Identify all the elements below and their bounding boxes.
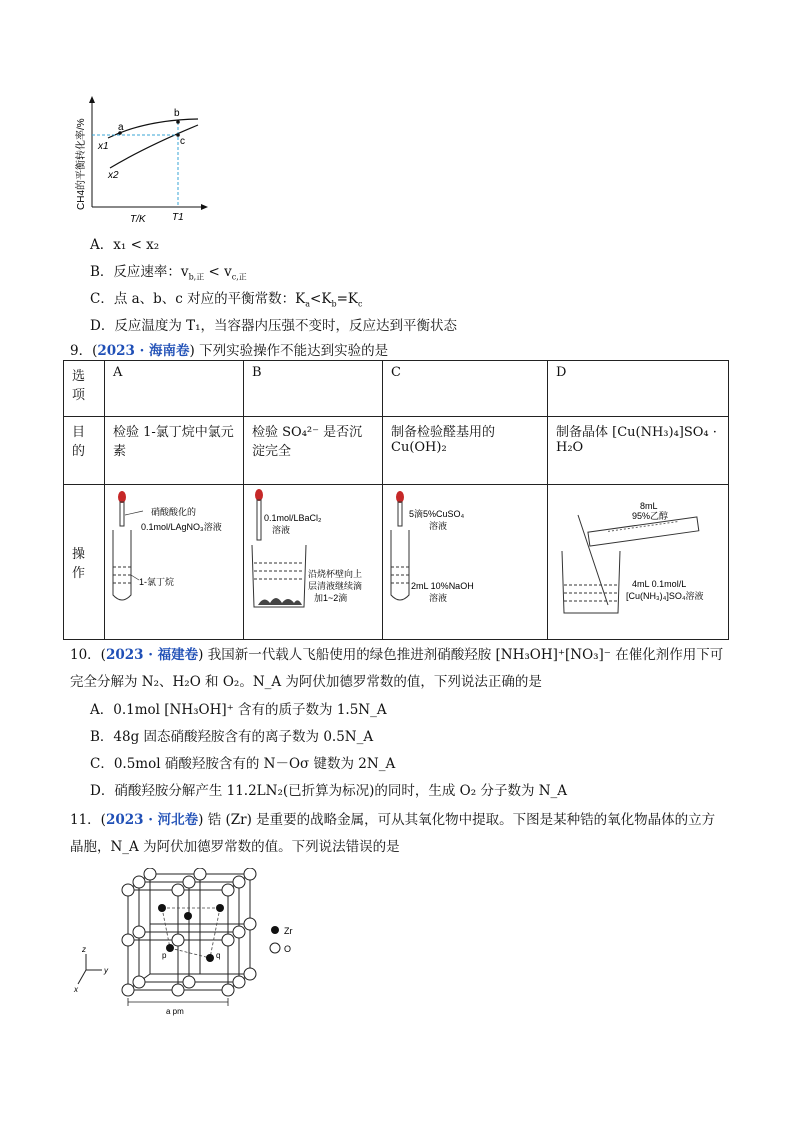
svg-text:1-氯丁烷: 1-氯丁烷 <box>139 577 175 587</box>
beaker-d-diagram <box>548 485 728 635</box>
svg-text:0.1mol/LAgNO₃溶液: 0.1mol/LAgNO₃溶液 <box>141 522 222 532</box>
experiment-table <box>63 360 729 640</box>
label-c: c <box>180 136 185 147</box>
equilibrium-conversion-graph <box>70 92 210 232</box>
purpose-d: 制备晶体 [Cu(NH₃)₄]SO₄ · H₂O <box>548 417 729 485</box>
beaker-b-diagram <box>244 485 382 635</box>
svg-text:层清液继续滴: 层清液继续滴 <box>308 581 363 591</box>
svg-text:95%乙醇: 95%乙醇 <box>632 511 669 521</box>
q8-option-d: D．反应温度为 T₁，当容器内压强不变时，反应达到平衡状态 <box>90 318 458 334</box>
svg-text:x: x <box>74 985 78 994</box>
q11-stem-line1: 11．(2023 · 河北卷) 锆 (Zr) 是重要的战略金属，可从其氧化物中提取。下图是某种锆的氧化物晶体的立方 <box>70 812 716 828</box>
header-option: 选项 <box>64 361 105 417</box>
point-q: q <box>216 951 221 960</box>
header-b: B <box>244 361 383 417</box>
label-x1: x1 <box>98 141 109 152</box>
q8-option-a: A．x₁ < x₂ <box>90 237 160 253</box>
q10-option-b: B．48g 固态硝酸羟胺含有的离子数为 0.5N_A <box>90 729 374 745</box>
operation-b <box>244 485 383 640</box>
svg-text:4mL 0.1mol/L: 4mL 0.1mol/L <box>632 579 687 589</box>
header-c: C <box>383 361 548 417</box>
svg-text:2mL 10%NaOH: 2mL 10%NaOH <box>411 581 474 591</box>
svg-text:[Cu(NH₃)₄]SO₄溶液: [Cu(NH₃)₄]SO₄溶液 <box>626 591 704 601</box>
label-b: b <box>174 108 180 119</box>
svg-text:沿烧杯壁向上: 沿烧杯壁向上 <box>308 569 363 579</box>
test-tube-a-diagram <box>105 485 243 635</box>
q11-stem-line2: 晶胞，N_A 为阿伏加德罗常数的值。下列说法错误的是 <box>70 839 400 855</box>
y-axis-label: CH4的平衡转化率/% <box>76 118 87 210</box>
cell-dimension: a pm <box>166 1007 184 1016</box>
q10-option-c: C．0.5mol 硝酸羟胺含有的 N－Oσ 键数为 2N_A <box>90 756 396 772</box>
operation-label: 操作 <box>64 485 105 640</box>
t1-label: T1 <box>172 212 184 223</box>
svg-text:溶液: 溶液 <box>429 593 448 603</box>
q8-option-c: C．点 a、b、c 对应的平衡常数：$K_a<K_b=K_c$ <box>90 291 363 309</box>
purpose-a: 检验 1-氯丁烷中氯元素 <box>105 417 244 485</box>
svg-text:硝酸酸化的: 硝酸酸化的 <box>151 507 197 517</box>
purpose-label: 目的 <box>64 417 105 485</box>
zirconia-unit-cell-diagram <box>70 868 310 1018</box>
point-b <box>176 120 180 124</box>
svg-text:y: y <box>104 966 108 975</box>
operation-a <box>105 485 244 640</box>
legend-zr: Zr <box>284 926 293 936</box>
q10-stem-line2: 完全分解为 N₂、H₂O 和 O₂。N_A 为阿伏加德罗常数的值，下列说法正确的是 <box>70 674 542 690</box>
legend-o: O <box>284 944 292 954</box>
operation-c <box>383 485 548 640</box>
svg-text:0.1mol/LBaCl₂: 0.1mol/LBaCl₂ <box>264 513 322 523</box>
operation-d <box>548 485 729 640</box>
q10-option-a: A．0.1mol [NH₃OH]⁺ 含有的质子数为 1.5N_A <box>90 702 387 718</box>
header-a: A <box>105 361 244 417</box>
test-tube-c-diagram <box>383 485 547 635</box>
point-p: p <box>162 951 167 960</box>
svg-text:z: z <box>82 945 86 954</box>
purpose-c: 制备检验醛基用的 Cu(OH)₂ <box>383 417 548 485</box>
svg-text:加1~2滴: 加1~2滴 <box>314 593 348 603</box>
svg-text:8mL: 8mL <box>640 501 658 511</box>
svg-text:5滴5%CuSO₄: 5滴5%CuSO₄ <box>409 509 465 519</box>
q10-stem-line1: 10．(2023 · 福建卷) 我国新一代载人飞船使用的绿色推进剂硝酸羟胺 [NH₃OH]⁺[NO₃]⁻ 在催化剂作用下可 <box>70 647 724 663</box>
header-d: D <box>548 361 729 417</box>
svg-text:溶液: 溶液 <box>429 521 448 531</box>
purpose-b: 检验 SO₄²⁻ 是否沉淀完全 <box>244 417 383 485</box>
label-a: a <box>118 122 124 133</box>
q8-option-b: B．反应速率：$v_{b,正} < v_{c,正}$ <box>90 264 247 282</box>
q9-stem: 9．(2023 · 海南卷) 下列实验操作不能达到实验的是 <box>70 343 389 359</box>
label-x2: x2 <box>108 170 119 181</box>
x-axis-label: T/K <box>130 214 146 225</box>
q10-option-d: D．硝酸羟胺分解产生 11.2LN₂(已折算为标况)的同时，生成 O₂ 分子数为 N_A <box>90 783 568 799</box>
svg-text:溶液: 溶液 <box>272 525 291 535</box>
